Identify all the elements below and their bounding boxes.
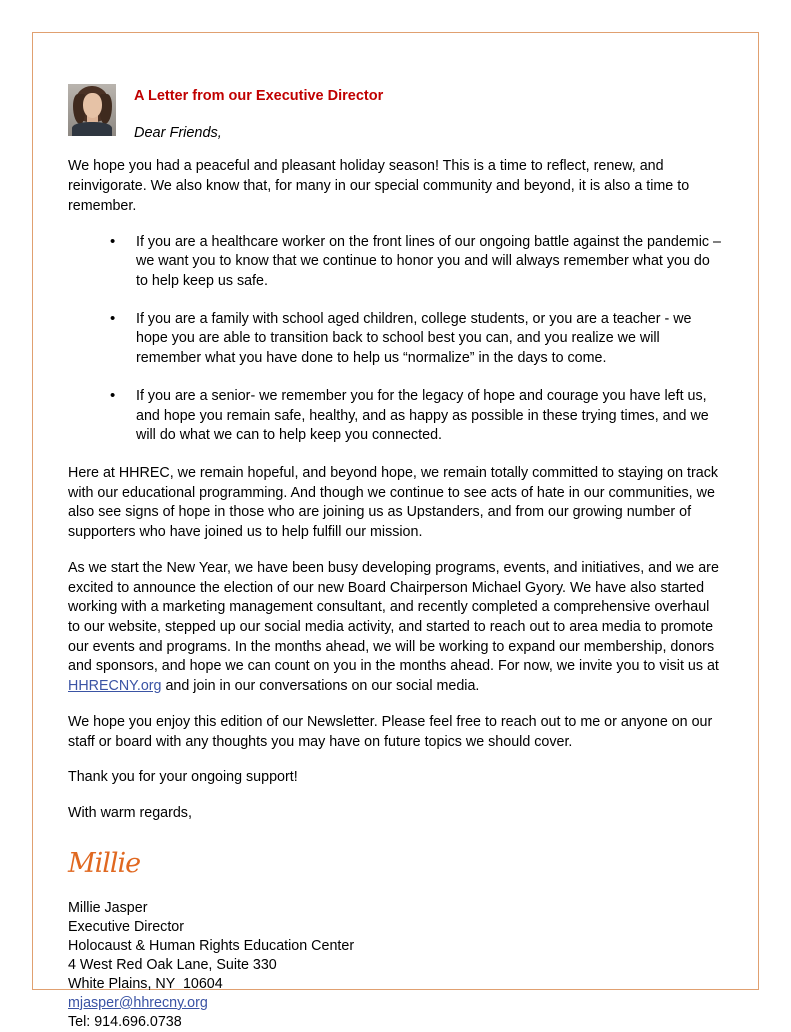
newyear-text-before-link: As we start the New Year, we have been busy developing programs, events, and initiatives, and we are excited to announce the election of our new Board Chairperson Michael Gyory. We have also started working with a marketing management consultant, and recently completed a comprehensive overhaul to our website, stepped up our social media activity, and started to reach out to area media to promote our events and programs. In the months ahead, we will be working to expand our membership, donors and sponsors, and hope we can count on you in the months ahead. For now, we invite you to visit us at (68, 559, 719, 675)
signoff-email-link[interactable]: mjasper@hhrecny.org (68, 994, 208, 1011)
list-item: • If you are a senior- we remember you for the legacy of hope and courage you have left us, and hope you remain safe, healthy, and as happy as possible in these trying times, and we will do what we can to help keep you connected. (110, 387, 723, 446)
letter-newyear-paragraph (68, 559, 723, 697)
hhrecny-website-link[interactable]: HHRECNY.org (68, 678, 162, 695)
page-title: A Letter from our Executive Director (134, 88, 384, 104)
signature-image: Millie (68, 847, 141, 879)
letter-closing-paragraph: We hope you enjoy this edition of our Newsletter. Please feel free to reach out to me or anyone on our staff or board with any thoughts you may have on future topics we should cover. (68, 713, 713, 750)
signoff-name: Millie Jasper (68, 899, 148, 916)
letter-intro-paragraph: We hope you had a peaceful and pleasant holiday season! This is a time to reflect, renew, and reinvigorate. We also know that, for many in our special community and beyond, it is also a time to remember. (68, 158, 690, 214)
letter-hhrec-paragraph: Here at HHREC, we remain hopeful, and beyond hope, we remain totally committed to staying on track with our educational programming. And though we continue to see acts of hate in our communities, we also see signs of hope in those who are joining us as Upstanders, and from our growing number of supporters who have joined us to help fulfill our mission. (68, 465, 719, 541)
list-item: • If you are a family with school aged children, college students, or you are a teacher - we hope you are able to transition back to school best you can, and you realize we will remember what you have done to help us “normalize” in the days to come. (110, 310, 723, 369)
newyear-text-after-link: and join in our conversations on our social media. (161, 678, 480, 695)
letter-content (68, 84, 723, 1032)
signoff-organization: Holocaust & Human Rights Education Center (68, 937, 355, 954)
list-item: • If you are a healthcare worker on the front lines of our ongoing battle against the pandemic – we want you to know that we continue to honor you and will always remember what you do to help keep us safe. (110, 233, 723, 292)
letter-regards-line: With warm regards, (68, 805, 192, 822)
executive-director-portrait-image (68, 84, 116, 136)
signoff-role: Executive Director (68, 918, 185, 935)
letter-signoff-block (68, 899, 723, 1032)
letter-salutation: Dear Friends, (134, 125, 222, 142)
signoff-phone: Tel: 914.696.0738 (68, 1013, 182, 1030)
letter-thanks-line: Thank you for your ongoing support! (68, 769, 298, 786)
signoff-address-line1: 4 West Red Oak Lane, Suite 330 (68, 956, 277, 973)
signoff-address-line2: White Plains, NY 10604 (68, 975, 223, 992)
letter-bullet-list (68, 233, 723, 446)
letter-header-text (134, 84, 723, 141)
letter-header (68, 84, 723, 141)
